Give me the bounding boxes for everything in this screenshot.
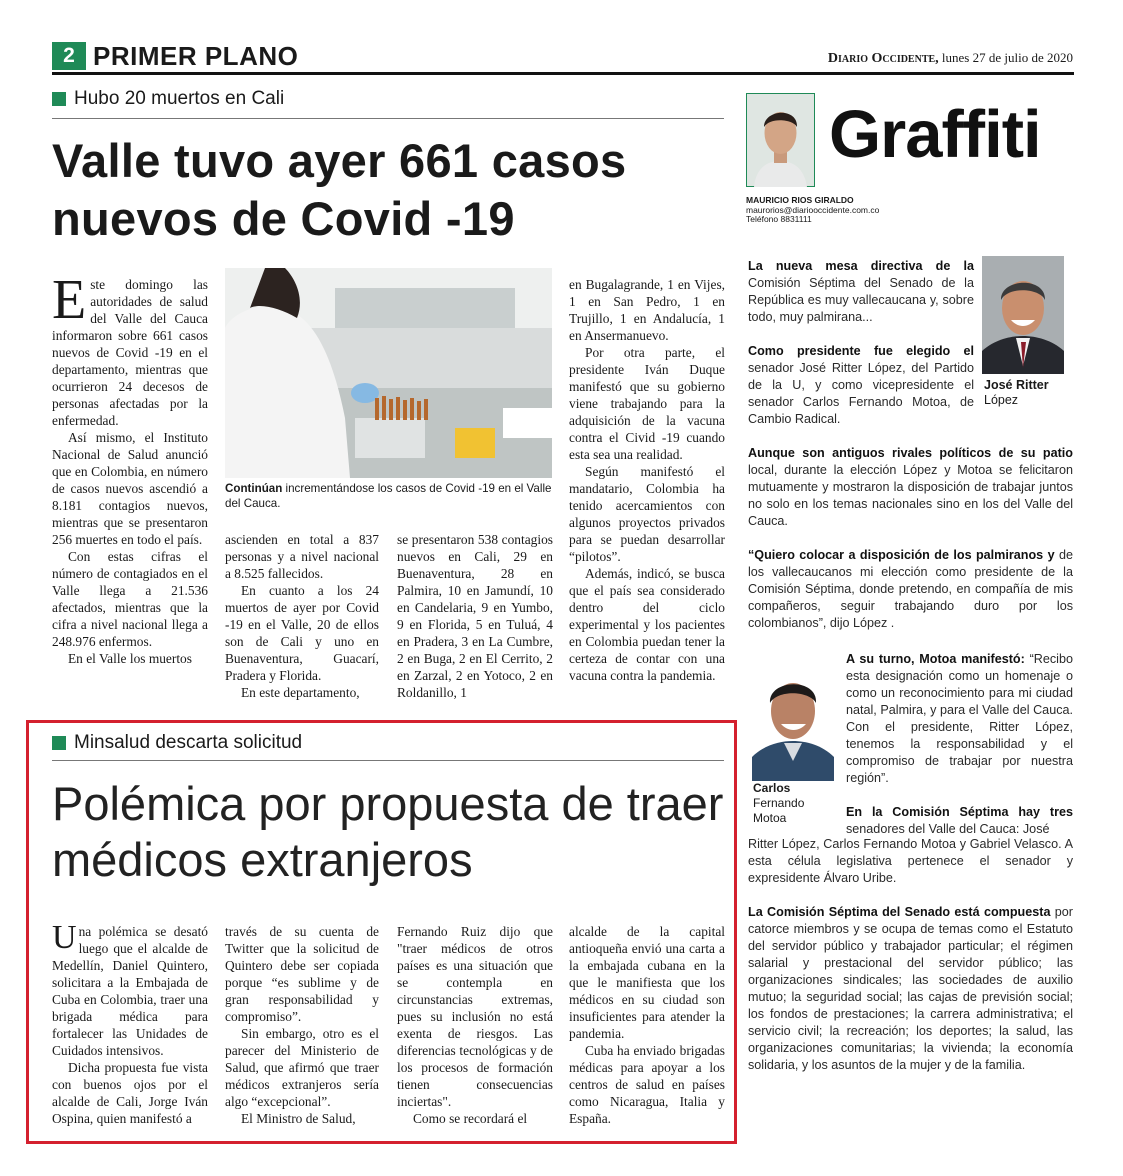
lab-photo — [225, 268, 552, 478]
graffiti-text: Comisión Séptima del Senado de la República es muy vallecaucana y, sobre todo, muy palmirana... — [748, 276, 974, 324]
story1-para: Según manifestó el mandatario, Colombia ha tenido acercamientos con algunos proyectos privados para se puedan desarrollar “pilotos”. — [569, 464, 725, 564]
masthead — [828, 50, 1073, 67]
story2-para: Dicha propuesta fue vista con buenos ojos por el alcalde de Cali, Jorge Iván Ospina, quien manifestó a — [52, 1060, 208, 1126]
story2-column-1 — [52, 919, 208, 1127]
section-title: PRIMER PLANO — [93, 41, 299, 71]
story1-para: Así mismo, el Instituto Nacional de Salud anunció que en Colombia, en número de casos nuevos ascendió a 8.181 contagios nuevos, mientras que se presentaron 256 muertes en todo el país. — [52, 430, 208, 547]
graffiti-para: Ritter López, Carlos Fernando Motoa y Gabriel Velasco. A esta célula legislativa pertenece el senador y expresidente Álvaro Uribe. — [748, 837, 1073, 885]
story2-column-2 — [225, 923, 379, 1127]
author-info — [746, 196, 879, 225]
ritter-surname: López — [984, 393, 1019, 407]
dropcap: E — [52, 269, 87, 331]
motoa-middle: Fernando — [753, 796, 805, 810]
kicker-square-icon — [52, 736, 66, 750]
story2-kicker — [52, 732, 302, 754]
story2-para: Cuba ha enviado brigadas médicas para apoyar a los centros de salud en países como Nicaragua, Italia y España. — [569, 1043, 725, 1126]
story2-para — [52, 919, 208, 1059]
story1-para: se presentaron 538 contagios nuevos en Cali, 29 en Buenaventura, 28 en Palmira, 10 en Jamundí, 10 en Candelaria, 9 en Yumbo, 9 en Florida, 5 en Tuluá, 4 en Pradera, 3 en La Cumbre, 2 en Buga, 2 en El Cerrito, 2 en Zarzal, 2 en Yotoco, 2 en Roldanillo, 1 — [397, 532, 553, 700]
kicker-rule — [52, 118, 724, 119]
story1-para: En el Valle los muertos — [68, 651, 192, 666]
graffiti-para — [748, 343, 974, 428]
ritter-photo — [982, 256, 1064, 374]
graffiti-block-4 — [748, 836, 1073, 1091]
kicker-rule — [52, 760, 724, 761]
column-title: Graffiti — [829, 97, 1041, 172]
dropcap: U — [52, 919, 77, 956]
graffiti-para — [748, 547, 1073, 632]
story1-para: En este departamento, — [241, 685, 360, 700]
graffiti-lead: En la Comisión Séptima hay tres — [846, 805, 1073, 819]
graffiti-lead: Aunque son antiguos rivales políticos de su patio — [748, 446, 1073, 460]
ritter-caption — [984, 378, 1049, 408]
graffiti-text: “Recibo esta designación como un homenaje o como un reconocimiento para mi ciudad natal, Palmira, y para el Valle del Cauca. Con el presidente, Ritter López, tenemos la responsabilidad y el compromiso de trabajar por nuestra región”. — [846, 652, 1073, 785]
ritter-name: José Ritter — [984, 378, 1049, 392]
graffiti-block-2 — [748, 445, 1073, 649]
graffiti-text: de los vallecaucanos mi elección como presidente de la Comisión Séptima, donde pretendo, en compañía de mis compañeros, seguir trabajando duro por los colombianos”, dijo López . — [748, 548, 1073, 630]
story1-para: En cuanto a los 24 muertos de ayer por Covid -19 en el Valle, 20 de ellos son de Cali y uno en Buenaventura, Guacarí, Pradera y Florida. — [225, 583, 379, 683]
author-name: MAURICIO RIOS GIRALDO — [746, 195, 854, 205]
graffiti-block-3 — [846, 651, 1073, 838]
issue-date: lunes 27 de julio de 2020 — [938, 50, 1073, 65]
story1-para — [52, 269, 208, 429]
caption-text: incrementándose los casos de Covid -19 en el Valle del Cauca. — [225, 482, 552, 510]
graffiti-text: por catorce miembros y se ocupa de temas como el Estatuto del servidor público y trabajador particular; el régimen salarial y prestacional del servidor público; las organizaciones sindicales; las sociedades de auxilio mutuo; la seguridad social; las cajas de previsión social; los fondos de prestaciones; la carrera administrativa; el servicio civil; la recreación; los deportes; la salud, las organizaciones comunitarias; la vivienda; la economía solidaria, y los asuntos de la mujer y de la familia. — [748, 905, 1073, 1072]
graffiti-block-1 — [748, 258, 974, 445]
story1-column-2 — [225, 531, 379, 701]
graffiti-lead: La nueva mesa directiva de la — [748, 259, 974, 273]
story1-kicker — [52, 88, 284, 110]
graffiti-para — [846, 804, 1073, 838]
header-rule — [52, 72, 1074, 75]
graffiti-lead: “Quiero colocar a disposición de los palmiranos y — [748, 548, 1055, 562]
story2-para: Como se recordará el — [413, 1111, 528, 1126]
graffiti-para — [748, 904, 1073, 1074]
caption-lead: Continúan — [225, 482, 283, 495]
story2-headline: Polémica por propuesta de traer médicos extranjeros — [52, 777, 724, 886]
story2-column-4 — [569, 923, 725, 1127]
story1-column-3 — [397, 531, 553, 701]
motoa-photo — [750, 657, 836, 781]
graffiti-lead: La Comisión Séptima del Senado está compuesta — [748, 905, 1051, 919]
story1-column-1 — [52, 269, 208, 667]
story2-column-3 — [397, 923, 553, 1127]
motoa-caption — [753, 781, 804, 826]
story1-kicker-text: Hubo 20 muertos en Cali — [74, 88, 285, 109]
graffiti-lead: A su turno, Motoa manifestó: — [846, 652, 1025, 666]
story1-para: ascienden en total a 837 personas y a nivel nacional a 8.525 fallecidos. — [225, 532, 379, 581]
page-number: 2 — [52, 42, 86, 70]
graffiti-para — [748, 445, 1073, 530]
story2-para: través de su cuenta de Twitter que la solicitud de Quintero debe ser copiada porque “es sublime y de gran responsabilidad y compromiso”. — [225, 924, 379, 1024]
graffiti-para — [846, 651, 1073, 787]
story1-para: Además, indicó, se busca que el país sea considerado dentro del ciclo experimental y los pacientes en Colombia puedan tener la certeza de contar con una vacuna contra la pandemia. — [569, 566, 725, 683]
graffiti-text: senadores del Valle del Cauca: José — [846, 822, 1050, 836]
story2-kicker-text: Minsalud descarta solicitud — [74, 732, 303, 753]
story1-para: Por otra parte, el presidente Iván Duque manifestó que su gobierno viene trabajando para la adquisición de la vacuna contra el Civid -19 cuando esta sea una realidad. — [569, 345, 725, 462]
text: na polémica se desató luego que el alcalde de Medellín, Daniel Quintero, solicitara a la Embajada de Cuba en Colombia, traer una brigada médica para fortalecer las Unidades de Cuidados intensivos. — [52, 924, 208, 1058]
paper-name: Diario Occidente, — [827, 51, 939, 66]
author-email: maurorios@diariooccidente.com.co — [746, 204, 880, 215]
story2-para: alcalde de la capital antioqueña envió una carta a la embajada cubana en la que le manifiesta que los médicos en su ciudad son insuficientes para atender la pandemia. — [569, 924, 725, 1041]
story2-para: Sin embargo, otro es el parecer del Ministerio de Salud, que afirmó que traer médicos extranjeros sería algo “excepcional”. — [225, 1026, 379, 1109]
graffiti-para — [748, 258, 974, 326]
story2-para: Fernando Ruiz dijo que "traer médicos de otros países es una situación que se contempla en circunstancias extremas, pues su inclusión no está exenta de riesgos. Las diferencias tecnológicas y de los procesos de formación tienen consecuencias inciertas". — [397, 924, 553, 1109]
graffiti-text: local, durante la elección López y Motoa se felicitaron mutuamente y mostraron la disposición de trabajar juntos no solo en los temas nacionales sino en los del Valle del Cauca. — [748, 463, 1073, 528]
photo-caption — [225, 481, 555, 511]
author-photo — [746, 93, 815, 187]
motoa-surname: Motoa — [753, 811, 787, 825]
author-phone: Teléfono 8831111 — [746, 214, 812, 224]
motoa-name: Carlos — [753, 781, 791, 795]
graffiti-text: senador José Ritter López, del Partido de la U, y como vicepresidente el senador Carlos Fernando Motoa, de Cambio Radical. — [748, 361, 974, 426]
story1-para: Con estas cifras el número de contagiados en el Valle llega a 21.536 afectados, mientras que la cifra a nivel nacional llega a 248.976 enfermos. — [52, 549, 208, 649]
story2-para: El Ministro de Salud, — [241, 1111, 356, 1126]
story1-column-4 — [569, 276, 725, 684]
kicker-square-icon — [52, 92, 66, 106]
story1-para: en Bugalagrande, 1 en Vijes, 1 en San Pedro, 1 en Trujillo, 1 en Andalucía, 1 en Ansermanuevo. — [569, 277, 725, 343]
graffiti-lead: Como presidente fue elegido el — [748, 344, 974, 358]
text: ste domingo las autoridades de salud del Valle del Cauca informaron sobre 661 casos nuevos de Covid -19 en el departamento, mientras que ocurrieron 24 decesos de personas afectadas por la enfermedad. — [52, 277, 208, 428]
story1-headline: Valle tuvo ayer 661 casos nuevos de Covid -19 — [52, 134, 627, 245]
